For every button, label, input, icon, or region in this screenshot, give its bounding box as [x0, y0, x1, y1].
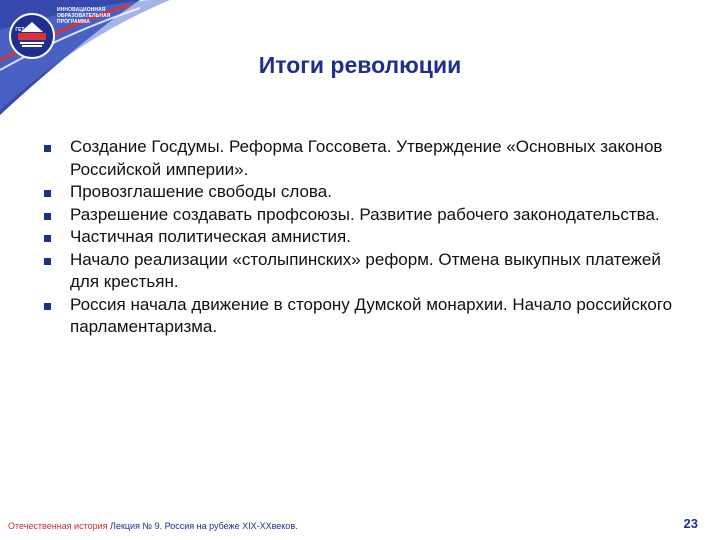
bullet-square-icon — [44, 258, 51, 265]
page-number: 23 — [683, 516, 698, 531]
bullet-square-icon — [44, 190, 51, 197]
bullet-square-icon — [44, 213, 51, 220]
bullet-item — [40, 181, 680, 204]
bullet-text: Начало реализации «столыпинских» реформ. Отмена выкупных платежей для крестьян. — [70, 249, 661, 291]
bullet-text: Создание Госдумы. Реформа Госсовета. Утверждение «Основных законов Российской империи». — [70, 137, 663, 179]
bullet-item — [40, 294, 680, 339]
bullet-text: Частичная политическая амнистия. — [70, 227, 351, 246]
bullet-square-icon — [44, 145, 51, 152]
slide-title: Итоги революции — [258, 52, 462, 78]
logo-badge: ГЕТ-ЭЛИ — [15, 27, 37, 33]
bullet-text: Россия начала движение в сторону Думской монархии. Начало российского парламентаризма. — [70, 294, 673, 336]
logo-line-3: ПРОГРАММА — [57, 19, 90, 25]
bullet-text: Разрешение создавать профсоюзы. Развитие рабочего законодательства. — [70, 204, 660, 224]
bullet-square-icon — [44, 235, 51, 242]
logo-line-2: ОБРАЗОВАТЕЛЬНАЯ — [57, 13, 111, 19]
bullet-item — [40, 136, 680, 181]
logo-line-1: ИННОВАЦИОННАЯ — [57, 7, 106, 13]
bullet-item — [40, 204, 680, 227]
bullet-item — [40, 226, 680, 249]
bullet-item — [40, 249, 680, 294]
footer-course: Отечественная история — [8, 521, 108, 531]
bullet-text: Провозглашение свободы слова. — [70, 182, 332, 201]
logo-text — [57, 7, 111, 25]
footer — [8, 521, 298, 531]
bullet-list — [40, 136, 680, 339]
bullet-square-icon — [44, 303, 51, 310]
footer-lecture: Лекция № 9. Россия на рубеже XIX-XXвеков. — [110, 521, 298, 531]
